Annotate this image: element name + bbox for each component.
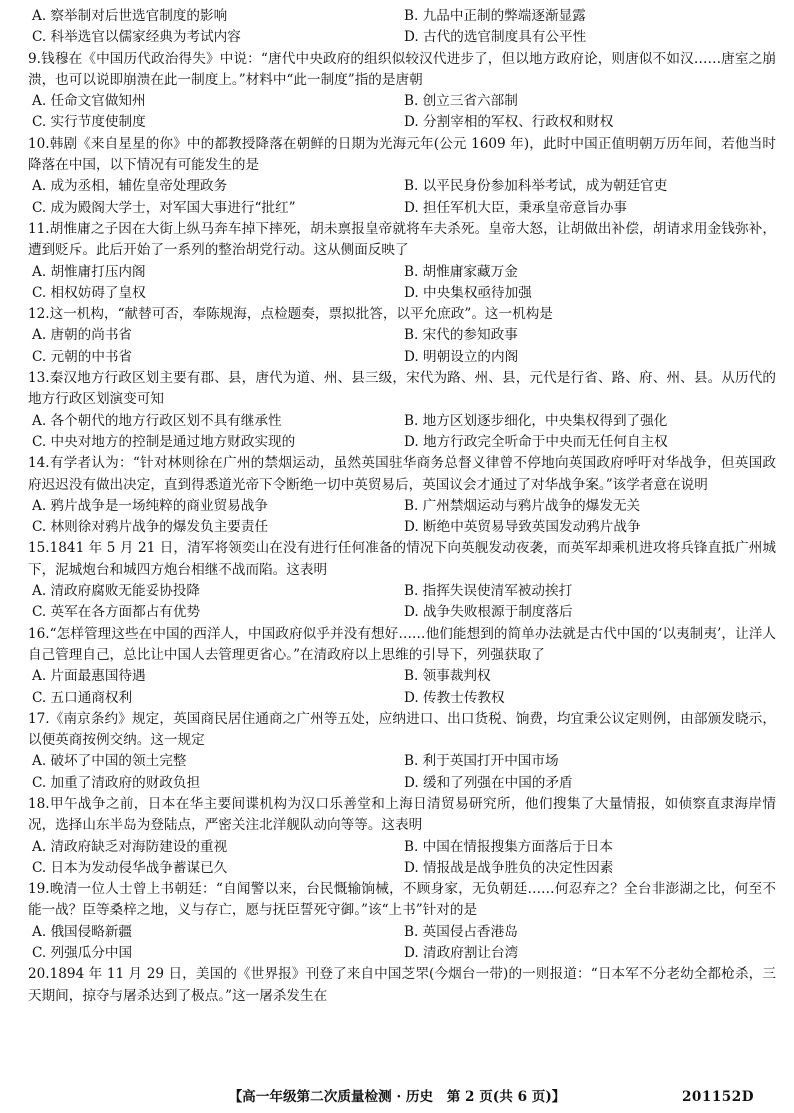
option: B. 利于英国打开中国市场: [404, 753, 559, 770]
question-number: 19.: [28, 881, 50, 898]
option: D. 情报战是战争胜负的决定性因素: [404, 859, 614, 876]
question-stem: [28, 304, 776, 325]
option: B. 指挥失误使清军被动挨打: [404, 583, 573, 600]
paper-code: 201152D: [681, 1089, 754, 1105]
option: C. 英军在各方面都占有优势: [32, 604, 201, 621]
question-block: [28, 879, 776, 964]
question-block: [28, 304, 776, 368]
question-number: 16.: [28, 625, 50, 642]
options-grid: [28, 666, 776, 709]
option: C. 日本为发动侵华战争蓄谋已久: [32, 859, 228, 876]
option: A. 唐朝的尚书省: [32, 327, 133, 344]
option: C. 中央对地方的控制是通过地方财政实现的: [32, 433, 296, 450]
option: D. 担任军机大臣，秉承皇帝意旨办事: [404, 199, 627, 216]
option: B. 英国侵占香港岛: [404, 923, 518, 940]
question-number: 13.: [28, 370, 50, 387]
question-number: 18.: [28, 795, 50, 812]
option: A. 胡惟庸打压内阁: [32, 263, 146, 280]
options-grid: [28, 922, 776, 965]
option: B. 领事裁判权: [404, 668, 491, 685]
question-block: [28, 964, 776, 1007]
option: A. 俄国侵略新疆: [32, 923, 133, 940]
question-block: [28, 368, 776, 453]
question-text: 《南京条约》规定，英国商民居住通商之广州等五处，应纳进口、出口货税、饷费，均宜秉公议定则例，由部颁发晓示，以便英商按例交纳。这一规定: [28, 710, 776, 749]
question-number: 11.: [28, 220, 50, 237]
option: D. 战争失败根源于制度落后: [404, 604, 573, 621]
question-block: [28, 794, 776, 879]
footer-text: 【高一年级第二次质量检测 · 历史 第 2 页(共 6 页)】: [228, 1089, 566, 1105]
option: D. 传教士传教权: [404, 689, 505, 706]
question-stem: [28, 134, 776, 177]
options-grid: [28, 176, 776, 219]
question-number: 10.: [28, 135, 50, 152]
question-text: 1894 年 11 月 29 日，美国的《世界报》刊登了来自中国芝罘(今烟台一带)的一则报道：“日本军不分老幼全都枪杀，三天期间，掠夺与屠杀达到了极点。”这一屠杀发生在: [28, 966, 776, 1004]
question-stem: [28, 624, 776, 667]
question-number: 9.: [28, 50, 41, 67]
question-text: 韩剧《来自星星的你》中的都教授降落在朝鲜的日期为光海元年(公元 1609 年)，此时中国正值明朝万历年间，若他当时降落在中国，以下情况有可能发生的是: [28, 135, 776, 174]
question-block: [28, 709, 776, 794]
option: D. 断绝中英贸易导致英国发动鸦片战争: [404, 519, 641, 536]
option: A. 任命文官做知州: [32, 93, 146, 110]
question-stem: [28, 538, 776, 581]
option: C. 实行节度使制度: [32, 114, 146, 131]
option: A. 察举制对后世选官制度的影响: [32, 8, 228, 24]
question-text: 钱穆在《中国历代政治得失》中说：“唐代中央政府的组织似较汉代进步了，但以地方政府论，则唐似不如汉……唐室之崩溃，也可以说即崩溃在此一制度上。”材料中“此一制度”指的是唐朝: [28, 50, 776, 88]
option: B. 胡惟庸家藏万金: [404, 263, 518, 280]
question-text: 1841 年 5 月 21 日，清军将领奕山在没有进行任何准备的情况下向英舰发动夜袭，而英军却乘机进攻将兵锋直抵广州城下，泥城炮台和城四方炮台相继不战而陷。这表明: [28, 540, 776, 578]
option: A. 鸦片战争是一场纯粹的商业贸易战争: [32, 497, 268, 514]
option: D. 古代的选官制度具有公平性: [404, 29, 587, 46]
option: B. 创立三省六部制: [404, 93, 518, 110]
option: B. 宋代的参知政事: [404, 327, 518, 344]
option: A. 清政府腐败无能妥协投降: [32, 583, 200, 600]
question-number: 17.: [28, 710, 50, 727]
options-grid: [28, 581, 776, 624]
options-grid: [28, 496, 776, 539]
option: B. 中国在情报搜集方面落后于日本: [404, 838, 613, 855]
question-text: 秦汉地方行政区划主要有郡、县，唐代为道、州、县三级，宋代为路、州、县，元代是行省、路、府、州、县。从历代的地方行政区划演变可知: [28, 370, 776, 408]
option: B. 广州禁烟运动与鸦片战争的爆发无关: [404, 497, 641, 514]
option: D. 中央集权亟待加强: [404, 284, 532, 301]
option: C. 相权妨碍了皇权: [32, 284, 146, 301]
question-number: 15.: [28, 540, 50, 557]
option: C. 林则徐对鸦片战争的爆发负主要责任: [32, 519, 269, 536]
options-grid: [28, 262, 776, 305]
question-stem: [28, 794, 776, 837]
option: A. 成为丞相，辅佐皇帝处理政务: [32, 178, 228, 195]
option: D. 清政府割让台湾: [404, 945, 519, 962]
question-block: [28, 219, 776, 304]
option: D. 地方行政完全听命于中央而无任何自主权: [404, 433, 668, 450]
question-stem: [28, 368, 776, 411]
option: B. 地方区划逐步细化，中央集权得到了强化: [404, 412, 668, 429]
question-number: 20.: [28, 966, 50, 983]
options-grid: [28, 325, 776, 368]
question-text: 甲午战争之前，日本在华主要间谍机构为汉口乐善堂和上海日清贸易研究所，他们搜集了大量情报，如侦察直隶海岸情况，选择山东半岛为登陆点，严密关注北洋舰队动向等等。这表明: [28, 795, 776, 834]
option: A. 清政府缺乏对海防建设的重视: [32, 838, 228, 855]
option: C. 元朝的中书省: [32, 348, 133, 365]
question-block: [28, 624, 776, 709]
question-block: [28, 134, 776, 219]
option: C. 成为殿阁大学士，对军国大事进行“批红”: [32, 199, 296, 216]
option: D. 缓和了列强在中国的矛盾: [404, 774, 573, 791]
question-block: [28, 49, 776, 134]
option: B. 以平民身份参加科举考试，成为朝廷官吏: [404, 178, 668, 195]
question-text: 晚清一位人士曾上书朝廷：“自闻警以来，台民慨输饷械，不顾身家，无负朝廷……何忍弃之？全台非澎湖之比，何至不能一战？臣等桑梓之地，义与存亡，愿与抚臣誓死守御。”该“上书”针对的是: [28, 881, 776, 919]
question-stem: [28, 964, 776, 1007]
page-footer: [0, 1086, 794, 1108]
option: A. 片面最惠国待遇: [32, 668, 146, 685]
question-text: “怎样管理这些在中国的西洋人，中国政府似乎并没有想好……他们能想到的简单办法就是古代中国的‘以夷制夷’，让洋人自己管理自己，总比让中国人去管理更省心。”在清政府以上思维的引导下，列强获取了: [28, 625, 776, 663]
question-block: [28, 453, 776, 538]
option: A. 破坏了中国的领土完整: [32, 753, 187, 770]
option: C. 加重了清政府的财政负担: [32, 774, 201, 791]
option: C. 列强瓜分中国: [32, 945, 133, 962]
question-stem: [28, 219, 776, 262]
question-text: 胡惟庸之子因在大街上纵马奔车掉下摔死，胡未禀报皇帝就将车夫杀死。皇帝大怒，让胡做出补偿，胡请求用金钱弥补，遭到贬斥。此后开始了一系列的整治胡党行动。这从侧面反映了: [28, 220, 776, 259]
option: B. 九品中正制的弊端逐渐显露: [404, 8, 586, 24]
question-number: 14.: [28, 455, 50, 472]
option: C. 科举选官以儒家经典为考试内容: [32, 29, 241, 46]
question-stem: [28, 879, 776, 922]
option: C. 五口通商权利: [32, 689, 133, 706]
question-block: [28, 538, 776, 623]
options-grid: [28, 91, 776, 134]
question-list: [28, 6, 776, 1007]
option: D. 分割宰相的军权、行政权和财权: [404, 114, 614, 131]
option: A. 各个朝代的地方行政区划不具有继承性: [32, 412, 282, 429]
continued-options: [28, 6, 776, 49]
question-text: 有学者认为：“针对林则徐在广州的禁烟运动，虽然英国驻华商务总督义律曾不停地向英国政府呼吁对华战争，但英国政府迟迟没有做出决定，直到得悉道光帝下令断绝一切中英贸易后，英国议会才通过了对华战争案。”该学者意在说明: [28, 455, 776, 493]
question-number: 12.: [28, 306, 50, 323]
option: D. 明朝设立的内阁: [404, 348, 519, 365]
options-grid: [28, 751, 776, 794]
question-text: 这一机构，“献替可否，奉陈规海，点检题奏，票拟批答，以平允庶政”。这一机构是: [49, 306, 553, 323]
question-stem: [28, 453, 776, 496]
question-stem: [28, 49, 776, 92]
question-stem: [28, 709, 776, 752]
options-grid: [28, 837, 776, 880]
options-grid: [28, 411, 776, 454]
